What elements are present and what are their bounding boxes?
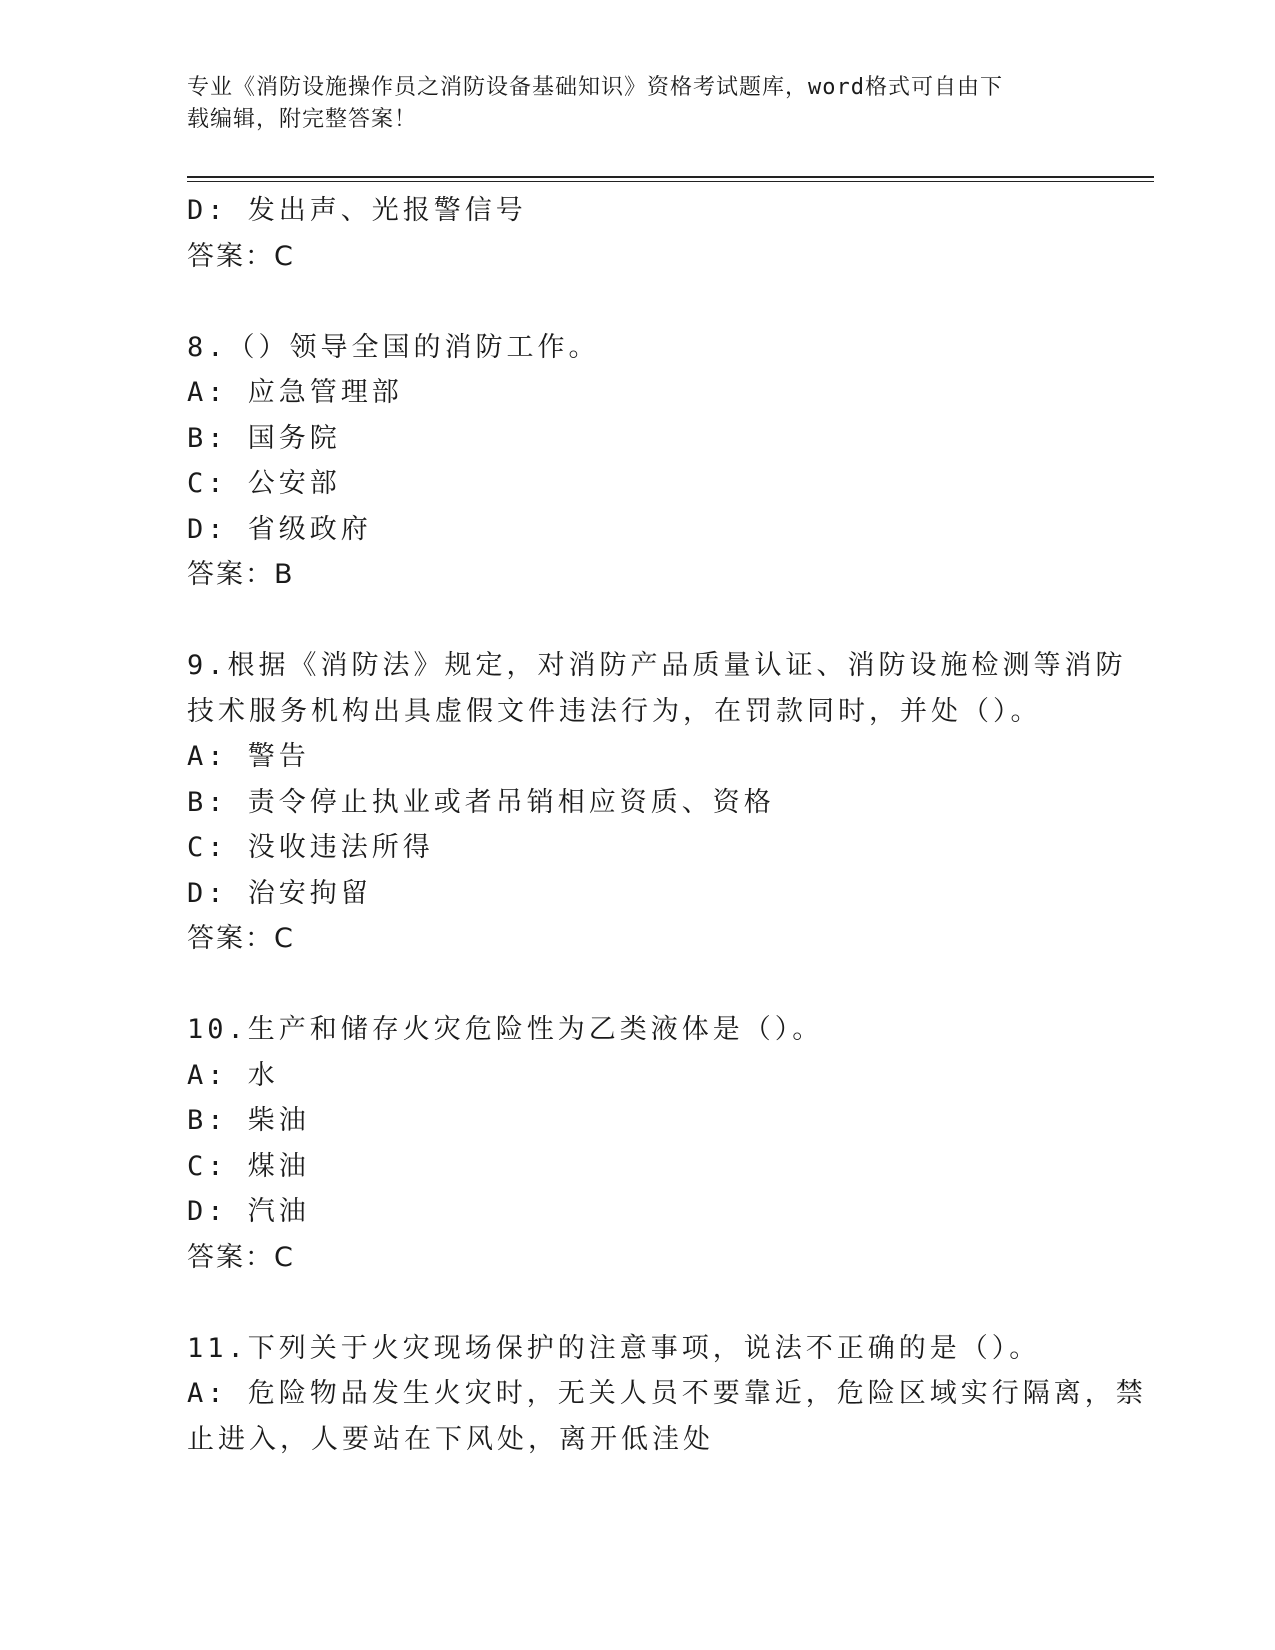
q9-stem-line-2: 技术服务机构出具虚假文件违法行为，在罚款同时，并处（）。 xyxy=(187,695,1042,727)
spacer xyxy=(187,279,1087,325)
header-line-1: 专业《消防设施操作员之消防设备基础知识》资格考试题库，word格式可自由下 xyxy=(187,75,1003,100)
spacer xyxy=(187,962,1087,1008)
q8-option-b: B: 国务院 xyxy=(187,422,341,454)
q10-answer: 答案：C xyxy=(187,1241,295,1273)
header-line-2: 载编辑，附完整答案！ xyxy=(187,107,418,132)
q11-stem: 11.下列关于火灾现场保护的注意事项，说法不正确的是（）。 xyxy=(187,1332,1041,1364)
q8-answer: 答案：B xyxy=(187,559,295,590)
q9-option-a: A: 警告 xyxy=(187,741,310,772)
q9-answer: 答案：C xyxy=(187,923,295,954)
q10-option-b: B: 柴油 xyxy=(187,1105,310,1136)
q10-option-c: C: 煤油 xyxy=(187,1150,310,1182)
header-divider-thin xyxy=(187,181,1154,182)
spacer xyxy=(187,1280,1087,1326)
q11-option-a-line-2: 止进入，人要站在下风处，离开低洼处 xyxy=(187,1423,714,1455)
spacer xyxy=(187,598,1087,644)
question-10 xyxy=(187,1007,1087,1280)
q9-option-d: D: 治安拘留 xyxy=(187,877,372,909)
q8-option-c: C: 公安部 xyxy=(187,468,341,499)
q10-stem: 10.生产和储存火灾危险性为乙类液体是（）。 xyxy=(187,1014,824,1045)
q9-option-c: C: 没收违法所得 xyxy=(187,832,434,863)
q10-option-a: A: 水 xyxy=(187,1059,279,1091)
q7-option-d: D: 发出声、光报警信号 xyxy=(187,195,527,226)
question-9 xyxy=(187,643,1127,962)
question-8 xyxy=(187,325,1087,598)
header-divider-thick xyxy=(187,176,1154,178)
q8-stem: 8.（）领导全国的消防工作。 xyxy=(187,331,600,363)
q9-option-b: B: 责令停止执业或者吊销相应资质、资格 xyxy=(187,786,775,818)
q8-option-a: A: 应急管理部 xyxy=(187,377,403,408)
q10-option-d: D: 汽油 xyxy=(187,1196,310,1227)
q8-option-d: D: 省级政府 xyxy=(187,513,372,545)
question-7-tail xyxy=(187,188,1087,279)
q11-option-a-line-1: A: 危险物品发生火灾时，无关人员不要靠近，危险区域实行隔离，禁 xyxy=(187,1378,1147,1409)
q7-answer: 答案：C xyxy=(187,240,295,272)
document-header xyxy=(187,72,1087,136)
q9-stem-line-1: 9.根据《消防法》规定，对消防产品质量认证、消防设施检测等消防 xyxy=(187,650,1127,681)
question-11 xyxy=(187,1326,1147,1463)
question-list xyxy=(187,188,1147,1462)
